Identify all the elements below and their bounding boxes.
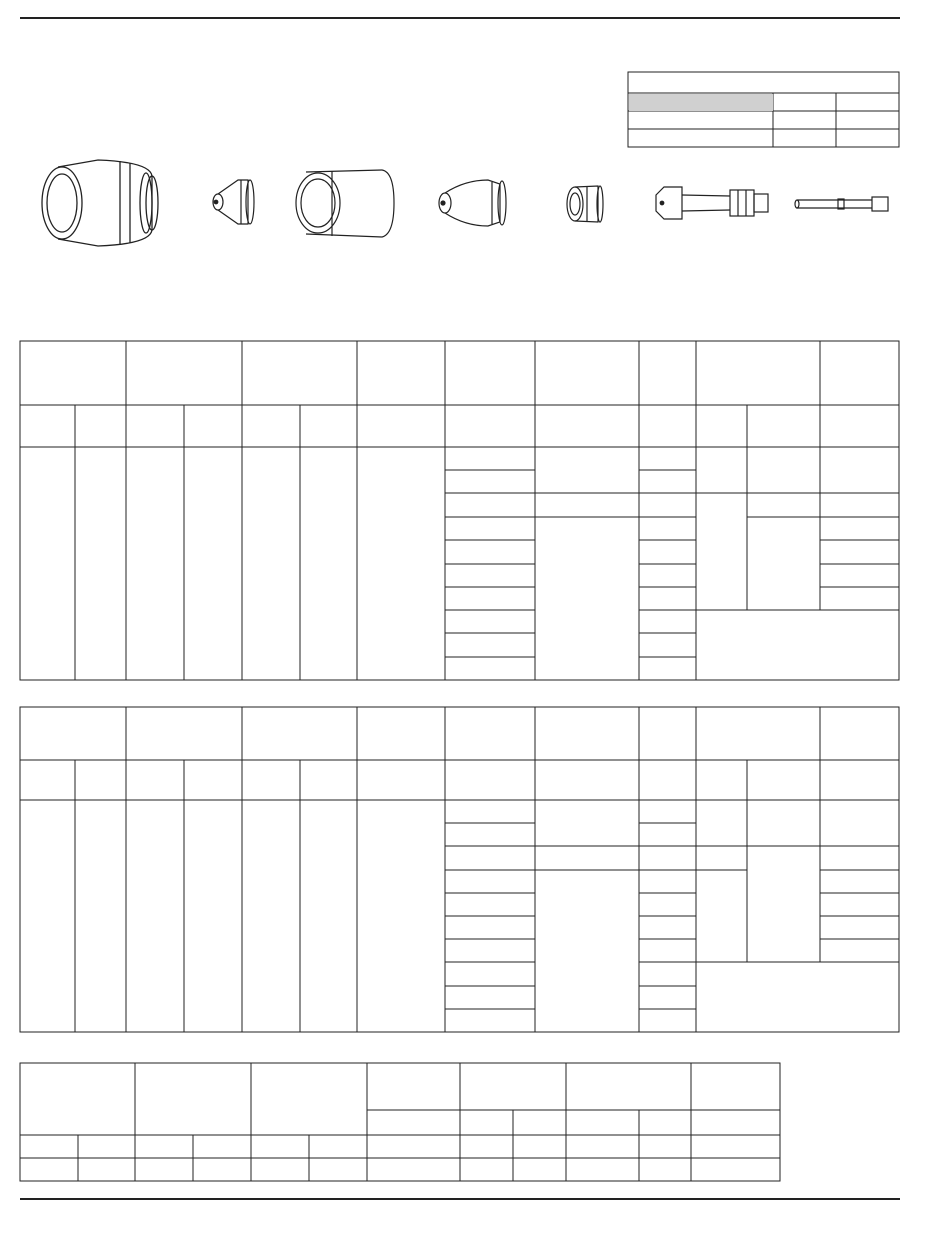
footer-rule xyxy=(20,1198,900,1200)
